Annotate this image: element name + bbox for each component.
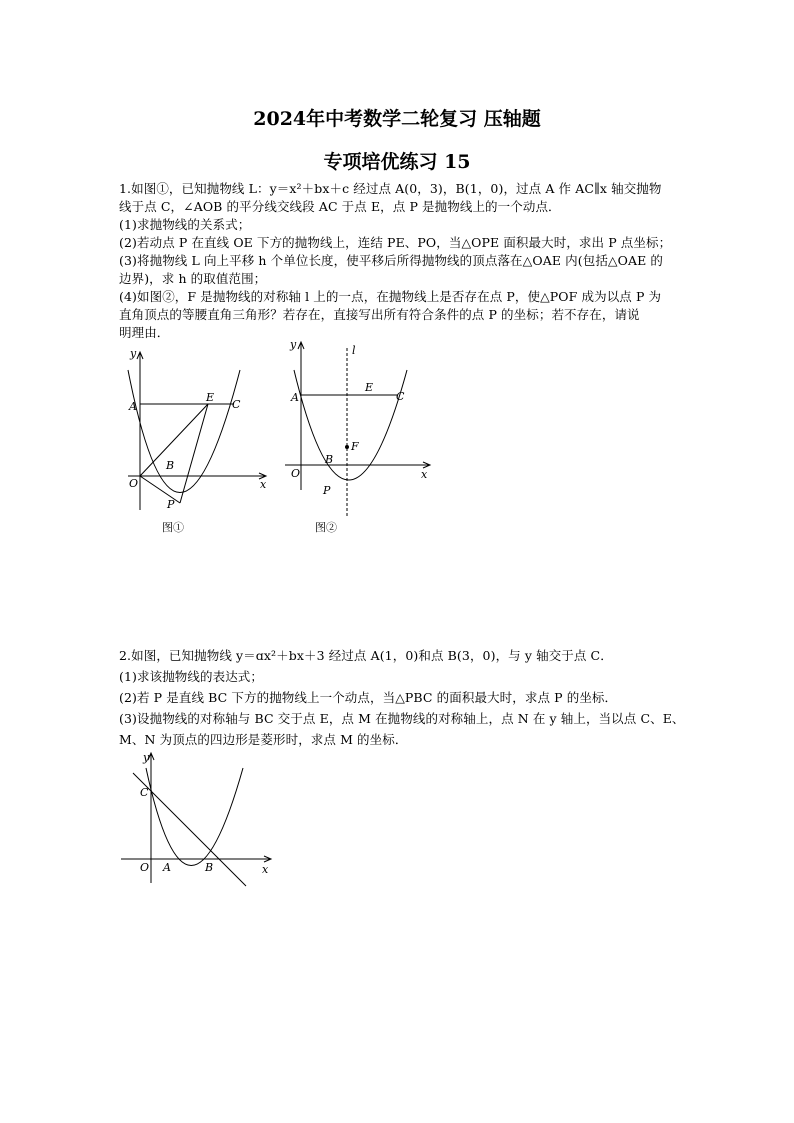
figure-2-caption: 图② xyxy=(315,521,337,534)
label-o: O xyxy=(129,477,139,490)
problem1-line: 线于点 C，∠AOB 的平分线交线段 AC 于点 E，点 P 是抛物线上的一个动点． xyxy=(119,199,561,214)
problem1-line: 边界)，求 h 的取值范围； xyxy=(119,271,267,286)
problem2-line: 2.如图，已知抛物线 y＝ɑx²＋bx＋3 经过点 A(1，0)和点 B(3，0)，与 y 轴交于点 C． xyxy=(119,648,613,663)
label-a: A xyxy=(129,400,137,413)
label-b: B xyxy=(166,459,175,472)
label-o: O xyxy=(291,467,301,480)
problem2-line: M、N 为顶点的四边形是菱形时，求点 M 的坐标． xyxy=(119,732,408,747)
problem1-line: 1.如图①，已知抛物线 L：y＝x²＋bx＋c 经过点 A(0，3)，B(1，0)，过点 A 作 AC∥x 轴交抛物 xyxy=(119,181,662,196)
label-a: A xyxy=(291,391,299,404)
problem1-line: 明理由． xyxy=(119,325,170,340)
label-a: A xyxy=(163,861,171,874)
label-p: P xyxy=(323,484,331,497)
figure-1 xyxy=(110,345,280,525)
label-e: E xyxy=(206,391,215,404)
problem1-line: 直角顶点的等腰直角三角形？若存在，直接写出所有符合条件的点 P 的坐标；若不存在，请说 xyxy=(119,307,640,322)
problem1-line: (3)将抛物线 L 向上平移 h 个单位长度，使平移后所得抛物线的顶点落在△OAE 内(包括△OAE 的 xyxy=(119,253,664,268)
parabola xyxy=(146,768,243,866)
problem1-line: (1)求抛物线的关系式； xyxy=(119,217,251,232)
parabola xyxy=(128,370,240,493)
label-b: B xyxy=(205,861,214,874)
figure-3 xyxy=(118,748,278,888)
problem1-line: (4)如图②，F 是抛物线的对称轴 l 上的一点，在抛物线上是否存在点 P，使△POF 成为以点 P 为 xyxy=(119,289,662,304)
figure-1-caption: 图① xyxy=(162,521,184,534)
label-p: P xyxy=(167,498,175,511)
paper-title-line2: 专项培优练习 15 xyxy=(323,151,471,173)
problem1-line: (2)若动点 P 在直线 OE 下方的抛物线上，连结 PE、PO，当△OPE 面积最大时，求出 P 点坐标； xyxy=(119,235,672,250)
label-y: y xyxy=(143,751,150,764)
label-o: O xyxy=(140,861,150,874)
label-c: C xyxy=(140,786,149,799)
label-x: x xyxy=(421,468,428,481)
label-x: x xyxy=(260,478,267,491)
label-x: x xyxy=(262,863,269,876)
paper-title-line1: 2024年中考数学二轮复习 压轴题 xyxy=(253,108,541,130)
label-c: C xyxy=(396,390,405,403)
label-c: C xyxy=(232,398,241,411)
segment-bc xyxy=(133,773,246,886)
figure-2 xyxy=(282,340,442,522)
label-y: y xyxy=(130,347,137,360)
problem2-line: (3)设抛物线的对称轴与 BC 交于点 E，点 M 在抛物线的对称轴上，点 N 在 y 轴上，当以点 C、E、 xyxy=(119,711,685,726)
label-e: E xyxy=(365,381,374,394)
label-b: B xyxy=(325,453,334,466)
point-f xyxy=(345,445,349,449)
problem2-line: (1)求该抛物线的表达式； xyxy=(119,669,264,684)
label-y: y xyxy=(290,338,297,351)
label-l: l xyxy=(352,344,356,357)
label-f: F xyxy=(351,440,359,453)
problem2-line: (2)若 P 是直线 BC 下方的抛物线上一个动点，当△PBC 的面积最大时，求点 P 的坐标． xyxy=(119,690,618,705)
parabola xyxy=(294,370,407,480)
